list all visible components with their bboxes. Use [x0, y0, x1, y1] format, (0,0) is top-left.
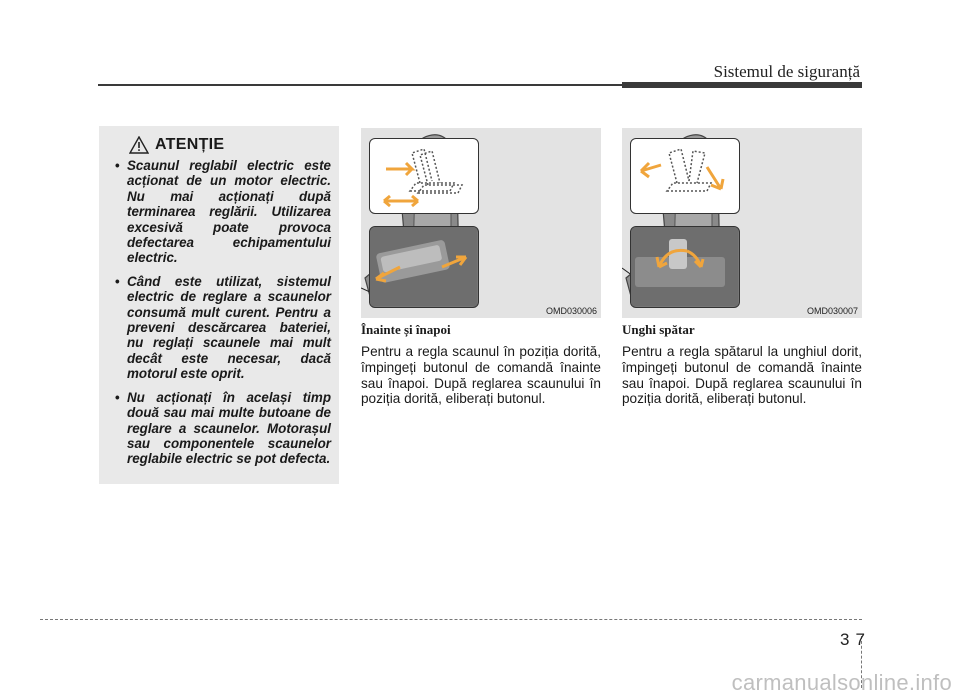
- seatback-recline-diagram: [630, 138, 740, 214]
- seat-slide-diagram: [369, 138, 479, 214]
- warning-item-text: Când este utilizat, sistemul electric de reglare a scaunelor consumă mult curent. Pentru a preveni descărcarea bateriei, nu reglați scaunele mai mult decât este necesar, dacă motorul este oprit.: [127, 273, 331, 382]
- seat-switch-photo: [369, 226, 479, 308]
- warning-list: [117, 158, 331, 467]
- section-heading: Unghi spătar: [622, 322, 695, 337]
- seat-slide-illustration: [361, 128, 601, 318]
- watermark: carmanualsonline.info: [731, 670, 952, 695]
- section-title: Sistemul de siguranță: [713, 62, 860, 81]
- warning-title: ATENȚIE: [155, 136, 225, 153]
- seatback-switch-icon: [631, 227, 738, 306]
- seatback-recline-illustration: [622, 128, 862, 318]
- page-index: 7: [855, 630, 871, 649]
- warning-triangle-icon: [129, 136, 149, 154]
- figure-code: OMD030006: [545, 306, 597, 316]
- section-forward-backward: [361, 322, 601, 407]
- warning-item-text: Nu acționați în același timp două sau mai multe butoane de reglare a scaunelor. Motorașul sau componentele scaunelor reglabile electric se pot defecta.: [127, 389, 331, 467]
- warning-item: • Când este utilizat, sistemul electric de reglare a scaunelor consumă mult curent. Pentru a preveni descărcarea bateriei, nu reglați scaunele mai mult decât este necesar, dacă motorul este oprit.: [115, 273, 331, 382]
- seatback-switch-photo: [630, 226, 740, 308]
- warning-item: • Scaunul reglabil electric este acționat de un motor electric. Nu mai acționați după terminarea reglării. Utilizarea excesivă poate provoca defectarea echipamentului electric.: [115, 158, 331, 266]
- warning-item: • Nu acționați în același timp două sau mai multe butoane de reglare a scaunelor. Motorașul sau componentele scaunelor reglabile electric se pot defecta.: [115, 389, 331, 467]
- section-seatback-angle: [622, 322, 862, 407]
- section-body: Pentru a regla spătarul la unghiul dorit, împingeți butonul de comandă înainte sau înapoi. După reglarea scaunului în poziția dorită, eliberați butonul.: [622, 344, 862, 407]
- page-section: 3: [840, 630, 856, 649]
- seatback-outline-icon: [631, 139, 738, 212]
- footer-rule: [40, 619, 862, 620]
- figure-code: OMD030007: [806, 306, 858, 316]
- warning-panel: [99, 126, 339, 484]
- header-rule-accent: [622, 82, 862, 88]
- section-heading: Înainte și înapoi: [361, 322, 451, 337]
- seat-outline-icon: [370, 139, 477, 212]
- warning-header: [129, 136, 331, 154]
- section-body: Pentru a regla scaunul în poziția dorită, împingeți butonul de comandă înainte sau înapoi. După reglarea scaunului în poziția dorită, eliberați butonul.: [361, 344, 601, 407]
- page-number: [840, 630, 871, 650]
- seat-switch-icon: [370, 227, 477, 306]
- warning-item-text: Scaunul reglabil electric este acționat de un motor electric. Nu mai acționați după terminarea reglării. Utilizarea excesivă poate provoca defectarea echipamentului electric.: [127, 158, 331, 266]
